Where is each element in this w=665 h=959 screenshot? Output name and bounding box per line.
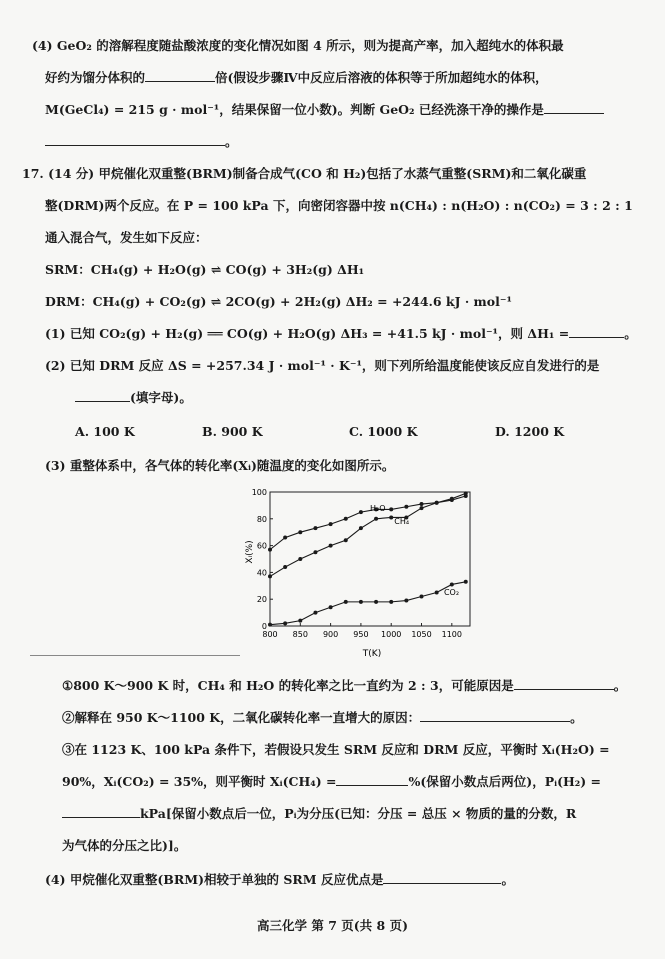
x-tick-label: 900 bbox=[322, 630, 339, 639]
answer-blank-advantage[interactable] bbox=[383, 871, 501, 884]
data-point bbox=[329, 605, 333, 609]
data-point bbox=[268, 574, 272, 578]
y-tick-label: 80 bbox=[256, 514, 267, 524]
answer-blank-x-ch4[interactable] bbox=[336, 773, 408, 786]
data-point bbox=[313, 550, 317, 554]
q17-stem-line-3: 通入混合气，发生如下反应： bbox=[45, 230, 208, 245]
data-point bbox=[359, 600, 363, 604]
option-a[interactable]: A. 100 K bbox=[75, 424, 135, 439]
series-label: CH₄ bbox=[394, 517, 410, 527]
option-d[interactable]: D. 1200 K bbox=[495, 424, 565, 439]
y-tick-label: 100 bbox=[251, 488, 267, 497]
data-point bbox=[313, 611, 317, 615]
part-3: (3) 重整体系中，各气体的转化率(Xᵢ)随温度的变化如图所示。 bbox=[45, 458, 395, 473]
sub-question-3-line-1: ③在 1123 K、100 kPa 条件下，若假设只发生 SRM 反应和 DRM 反应，平衡时 Xᵢ(H₂O) = bbox=[62, 742, 610, 757]
y-tick-label: 40 bbox=[256, 568, 267, 578]
data-point bbox=[298, 530, 302, 534]
faint-divider bbox=[30, 655, 240, 656]
series-label: H₂O bbox=[370, 503, 386, 513]
data-point bbox=[329, 544, 333, 548]
part-4: (4) 甲烷催化双重整(BRM)相较于单独的 SRM 反应优点是 。 bbox=[45, 872, 514, 887]
x-tick-label: 950 bbox=[353, 630, 369, 639]
conversion-chart bbox=[240, 484, 480, 660]
q4-line-4: 。 bbox=[45, 133, 238, 151]
sub-question-3-line-3: kPa[保留小数点后一位，Pᵢ为分压(已知：分压 = 总压 × 物质的量的分数，R bbox=[62, 805, 576, 823]
part-2-line-2: (填字母)。 bbox=[75, 389, 192, 407]
x-tick-label: 850 bbox=[292, 630, 308, 639]
answer-blank-volume-ratio[interactable] bbox=[145, 69, 215, 82]
data-point bbox=[298, 557, 302, 561]
data-point bbox=[359, 510, 363, 514]
data-point bbox=[389, 507, 393, 511]
sub-question-3-line-2: 90%，Xᵢ(CO₂) = 35%，则平衡时 Xᵢ(CH₄) = %(保留小数点后两位)，Pᵢ(H₂) = bbox=[62, 774, 602, 789]
answer-blank-temperature[interactable] bbox=[75, 389, 130, 402]
data-point bbox=[420, 502, 424, 506]
part-1: (1) 已知 CO₂(g) + H₂(g) ══ CO(g) + H₂O(g) ΔH₃ = +41.5 kJ · mol⁻¹，则 ΔH₁ = 。 bbox=[45, 326, 637, 341]
chart-ylabel: Xᵢ(%) bbox=[245, 540, 255, 564]
series-line-1 bbox=[270, 493, 466, 576]
data-point bbox=[464, 491, 468, 495]
sub-question-2: ②解释在 950 K～1100 K，二氧化碳转化率一直增大的原因： 。 bbox=[62, 710, 583, 725]
option-b[interactable]: B. 900 K bbox=[202, 424, 263, 439]
data-point bbox=[283, 565, 287, 569]
data-point bbox=[374, 517, 378, 521]
q17-stem-line-1: 17. (14 分) 甲烷催化双重整(BRM)制备合成气(CO 和 H₂)包括了水蒸气重整(SRM)和二氧化碳重 bbox=[22, 166, 587, 181]
q17-stem-line-2: 整(DRM)两个反应。在 P = 100 kPa 下，向密闭容器中按 n(CH₄) : n(H₂O) : n(CO₂) = 3 : 2 : 1 bbox=[45, 198, 633, 213]
data-point bbox=[464, 580, 468, 584]
option-c[interactable]: C. 1000 K bbox=[349, 424, 418, 439]
data-point bbox=[374, 600, 378, 604]
data-point bbox=[298, 619, 302, 623]
page-footer: 高三化学 第 7 页(共 8 页) bbox=[257, 918, 408, 933]
answer-blank-wash-check-a[interactable] bbox=[544, 101, 604, 114]
data-point bbox=[389, 600, 393, 604]
data-point bbox=[344, 600, 348, 604]
srm-equation: SRM：CH₄(g) + H₂O(g) ⇌ CO(g) + 3H₂(g) ΔH₁ bbox=[45, 262, 365, 277]
x-tick-label: 1100 bbox=[441, 630, 462, 639]
data-point bbox=[283, 536, 287, 540]
answer-blank-reason-1[interactable] bbox=[514, 677, 614, 690]
data-point bbox=[344, 538, 348, 542]
data-point bbox=[283, 621, 287, 625]
q4-line-3: M(GeCl₄) = 215 g · mol⁻¹，结果保留一位小数)。判断 GeO₂ 已经洗涤干净的操作是 bbox=[45, 101, 604, 119]
answer-blank-p-h2[interactable] bbox=[62, 805, 140, 818]
data-point bbox=[450, 497, 454, 501]
data-point bbox=[420, 595, 424, 599]
data-point bbox=[435, 501, 439, 505]
data-point bbox=[389, 515, 393, 519]
series-line-2 bbox=[270, 582, 466, 625]
answer-blank-wash-check-b[interactable] bbox=[45, 133, 225, 146]
x-tick-label: 800 bbox=[262, 630, 278, 639]
y-tick-label: 60 bbox=[256, 541, 267, 551]
q4-line-2: 好约为馏分体积的 倍(假设步骤Ⅳ中反应后溶液的体积等于所加超纯水的体积， bbox=[45, 70, 548, 85]
drm-equation: DRM：CH₄(g) + CO₂(g) ⇌ 2CO(g) + 2H₂(g) ΔH₂ = +244.6 kJ · mol⁻¹ bbox=[45, 294, 512, 309]
sub-question-3-line-4: 为气体的分压之比)]。 bbox=[62, 838, 187, 853]
data-point bbox=[404, 505, 408, 509]
answer-blank-reason-2[interactable] bbox=[420, 709, 570, 722]
sub-question-1: ①800 K～900 K 时，CH₄ 和 H₂O 的转化率之比一直约为 2 : 3，可能原因是 。 bbox=[62, 678, 627, 693]
series-label: CO₂ bbox=[443, 588, 460, 598]
x-tick-label: 1000 bbox=[381, 630, 402, 639]
data-point bbox=[344, 517, 348, 521]
data-point bbox=[404, 599, 408, 603]
data-point bbox=[435, 591, 439, 595]
data-point bbox=[450, 582, 454, 586]
data-point bbox=[359, 526, 363, 530]
part-2-line-1: (2) 已知 DRM 反应 ΔS = +257.34 J · mol⁻¹ · K⁻¹，则下列所给温度能使该反应自发进行的是 bbox=[45, 358, 600, 373]
y-tick-label: 0 bbox=[261, 622, 267, 631]
answer-blank-dh1[interactable] bbox=[569, 325, 624, 338]
y-tick-label: 20 bbox=[256, 595, 267, 605]
data-point bbox=[329, 522, 333, 526]
chart-xlabel: T(K) bbox=[362, 649, 382, 659]
x-tick-label: 1050 bbox=[411, 630, 432, 639]
q4-line-1: (4) GeO₂ 的溶解程度随盐酸浓度的变化情况如图 4 所示，则为提高产率，加入超纯水的体积最 bbox=[32, 38, 564, 53]
data-point bbox=[420, 506, 424, 510]
data-point bbox=[268, 548, 272, 552]
data-point bbox=[313, 526, 317, 530]
